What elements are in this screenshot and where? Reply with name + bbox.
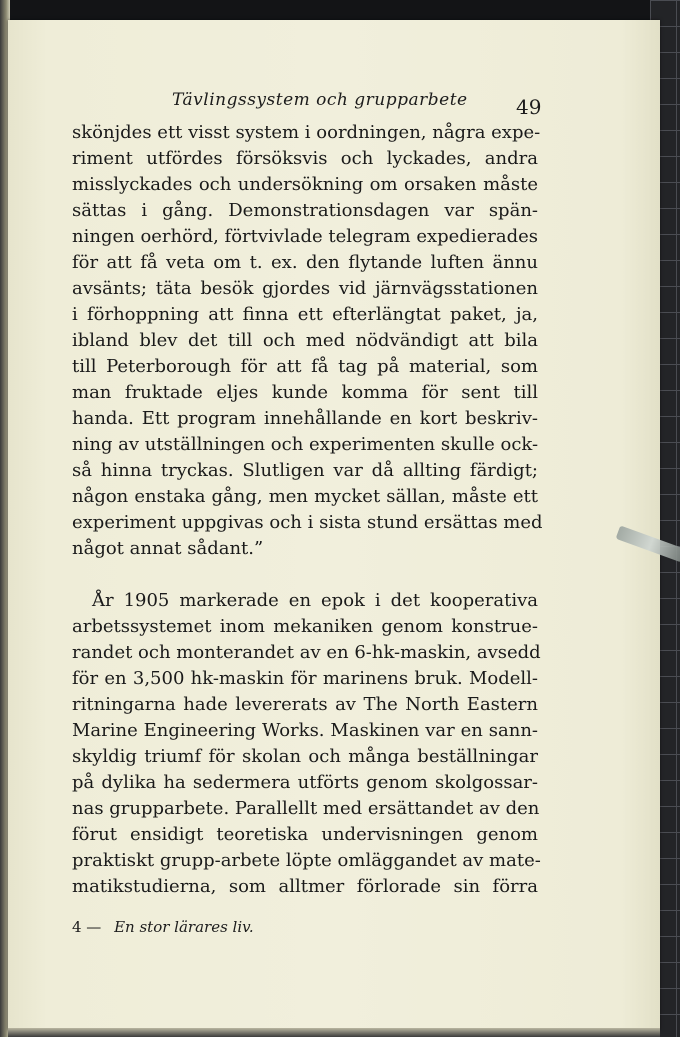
text-line: för en 3,500 hk-maskin för marinens bruk. Modell-	[72, 668, 538, 689]
text-line: för att få veta om t. ex. den flytande luften ännu	[72, 252, 538, 273]
text-line: i förhoppning att finna ett efterlängtat paket, ja,	[72, 304, 538, 325]
paragraph-2	[72, 588, 541, 900]
text-line: experiment uppgivas och i sista stund ersättas med	[72, 512, 543, 533]
text-line: så hinna tryckas. Slutligen var då allting färdigt;	[72, 460, 538, 481]
text-line: förut ensidigt teoretiska undervisningen genom	[72, 824, 538, 845]
text-line: sättas i gång. Demonstrationsdagen var spän-	[72, 200, 538, 221]
text-line: ningen oerhörd, förtvivlade telegram expedierades	[72, 226, 538, 247]
signature-number: 4 —	[72, 918, 102, 936]
paragraph-1	[72, 120, 543, 562]
text-line: till Peterborough för att få tag på material, som	[72, 356, 538, 377]
text-line: praktiskt grupp-arbete löpte omläggandet av mate-	[72, 850, 541, 871]
text-line: skyldig triumf för skolan och många beställningar	[72, 746, 538, 767]
text-line: riment utfördes försöksvis och lyckades, andra	[72, 148, 538, 169]
text-line: något annat sådant.”	[72, 538, 264, 559]
text-line: avsänts; täta besök gjordes vid järnvägsstationen	[72, 278, 538, 299]
text-line: någon enstaka gång, men mycket sällan, måste ett	[72, 486, 538, 507]
text-line: man fruktade eljes kunde komma för sent till	[72, 382, 538, 403]
text-line: misslyckades och undersökning om orsaken måste	[72, 174, 538, 195]
page-bottom-edge	[8, 1028, 660, 1037]
text-line: arbetssystemet inom mekaniken genom konstrue-	[72, 616, 538, 637]
page-number: 49	[516, 95, 542, 119]
text-line: handa. Ett program innehållande en kort beskriv-	[72, 408, 538, 429]
text-line: Marine Engineering Works. Maskinen var en sann-	[72, 720, 538, 741]
text-line: på dylika ha sedermera utförts genom skolgossar-	[72, 772, 538, 793]
text-line: randet och monterandet av en 6-hk-maskin, avsedd	[72, 642, 541, 663]
text-line: År 1905 markerade en epok i det kooperativa	[92, 590, 538, 611]
signature-title: En stor lärares liv.	[114, 918, 254, 936]
body-text	[72, 120, 543, 900]
text-line: ning av utställningen och experimenten skulle ock-	[72, 434, 539, 455]
text-line: ritningarna hade levererats av The North Eastern	[72, 694, 538, 715]
paragraph-gap	[72, 562, 538, 588]
text-line: ibland blev det till och med nödvändigt att bila	[72, 330, 538, 351]
running-head: Tävlingssystem och grupparbete	[172, 90, 468, 110]
text-line: skönjdes ett visst system i oordningen, några expe-	[72, 122, 541, 143]
text-line: nas grupparbete. Parallellt med ersättandet av den	[72, 798, 540, 819]
scan-top-strip	[0, 0, 680, 22]
signature-footer	[72, 918, 254, 936]
text-line: matikstudierna, som alltmer förlorade sin förra	[72, 876, 538, 897]
